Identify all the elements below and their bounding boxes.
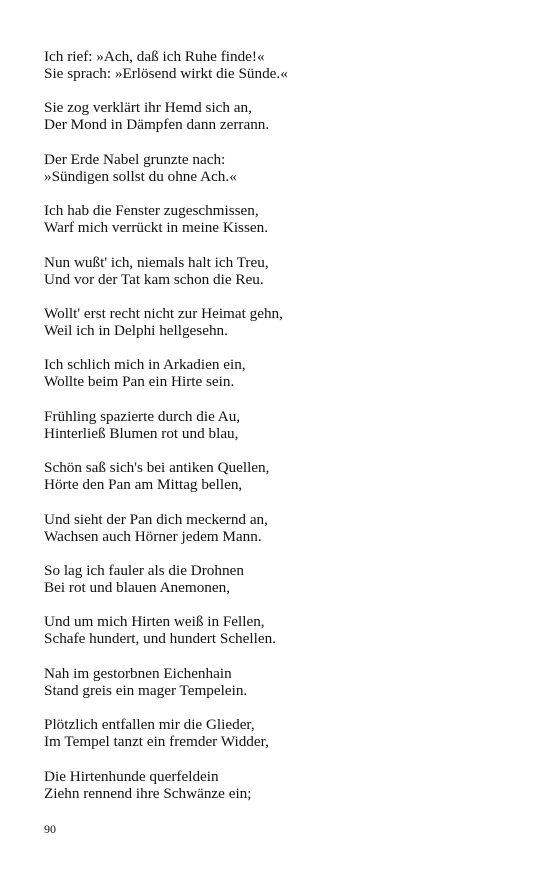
stanza <box>44 512 524 546</box>
verse-line: Und um mich Hirten weiß in Fellen, <box>44 613 265 631</box>
verse-line: So lag ich fauler als die Drohnen <box>44 562 244 580</box>
verse-line: Wollt' erst recht nicht zur Heimat gehn, <box>44 305 283 323</box>
verse-line: Schafe hundert, und hundert Schellen. <box>44 630 276 648</box>
verse-line: Schön saß sich's bei antiken Quellen, <box>44 459 270 477</box>
verse-line: Der Erde Nabel grunzte nach: <box>44 150 226 168</box>
poem-text <box>44 49 524 820</box>
verse-line: Bei rot und blauen Anemonen, <box>44 578 231 596</box>
verse-line: Weil ich in Delphi hellgesehn. <box>44 321 228 339</box>
verse-line: Ich rief: »Ach, daß ich Ruhe finde!« <box>44 48 265 65</box>
stanza <box>44 100 524 134</box>
verse-line: Plötzlich entfallen mir die Glieder, <box>44 716 255 734</box>
stanza <box>44 460 524 494</box>
stanza <box>44 769 524 803</box>
stanza <box>44 614 524 648</box>
verse-line: Und vor der Tat kam schon die Reu. <box>44 270 264 288</box>
verse-line: »Sündigen sollst du ohne Ach.« <box>44 167 237 185</box>
stanza <box>44 152 524 186</box>
verse-line: Frühling spazierte durch die Au, <box>44 407 241 425</box>
verse-line: Wachsen auch Hörner jedem Mann. <box>44 527 262 545</box>
verse-line: Nah im gestorbnen Eichenhain <box>44 664 232 682</box>
verse-line: Sie zog verklärt ihr Hemd sich an, <box>44 99 252 117</box>
page-number: 90 <box>44 822 56 836</box>
verse-line: Die Hirtenhunde querfeldein <box>44 767 219 785</box>
verse-line: Im Tempel tanzt ein fremder Widder, <box>44 733 269 751</box>
verse-line: Stand greis ein mager Tempelein. <box>44 681 248 699</box>
stanza <box>44 409 524 443</box>
stanza <box>44 357 524 391</box>
stanza <box>44 49 524 83</box>
verse-line: Wollte beim Pan ein Hirte sein. <box>44 373 235 391</box>
verse-line: Ich hab die Fenster zugeschmissen, <box>44 202 259 220</box>
stanza <box>44 255 524 289</box>
verse-line: Hörte den Pan am Mittag bellen, <box>44 476 243 494</box>
stanza <box>44 666 524 700</box>
stanza <box>44 203 524 237</box>
verse-line: Und sieht der Pan dich meckernd an, <box>44 510 268 528</box>
verse-line: Warf mich verrückt in meine Kissen. <box>44 219 268 237</box>
stanza <box>44 306 524 340</box>
verse-line: Sie sprach: »Erlösend wirkt die Sünde.« <box>44 64 288 82</box>
stanza <box>44 717 524 751</box>
verse-line: Ich schlich mich in Arkadien ein, <box>44 356 246 374</box>
stanza <box>44 563 524 597</box>
verse-line: Nun wußt' ich, niemals halt ich Treu, <box>44 253 269 271</box>
verse-line: Der Mond in Dämpfen dann zerrann. <box>44 116 270 134</box>
verse-line: Ziehn rennend ihre Schwänze ein; <box>44 784 252 802</box>
verse-line: Hinterließ Blumen rot und blau, <box>44 424 239 442</box>
